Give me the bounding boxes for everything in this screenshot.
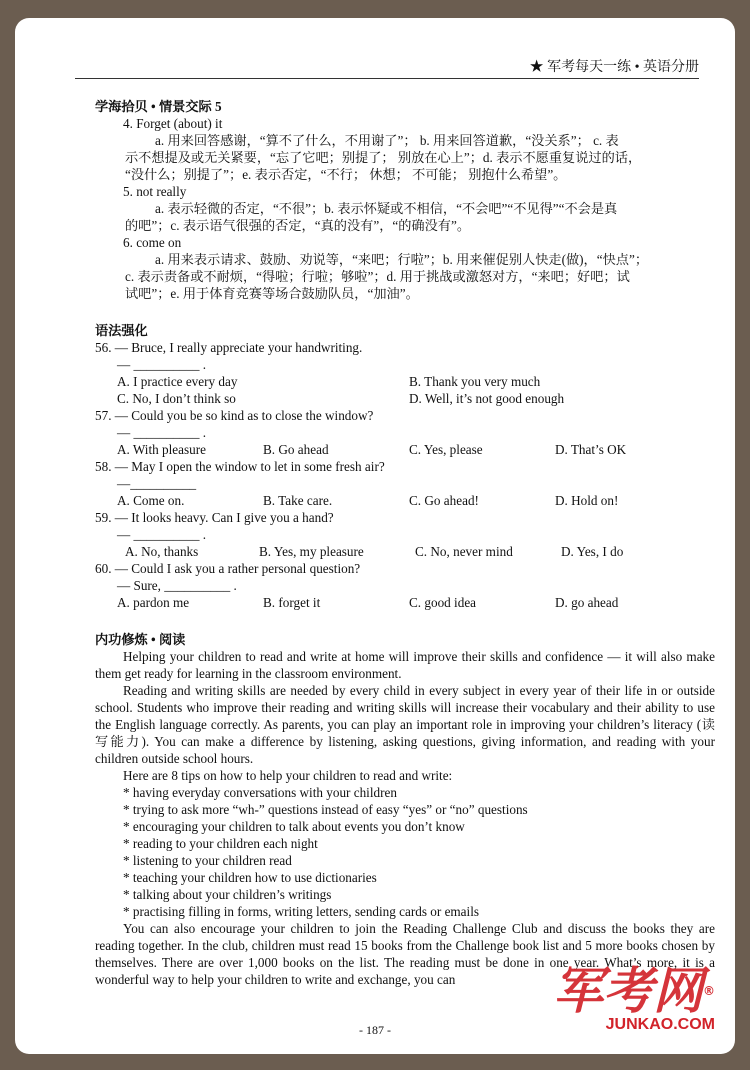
option: A. No, thanks bbox=[125, 544, 199, 559]
tip-item: * trying to ask more “wh-” questions instead of easy “yes” or “no” questions bbox=[123, 802, 528, 817]
book-header: ★ 军考每天一练 • 英语分册 bbox=[529, 60, 699, 75]
section-title-grammar: 语法强化 bbox=[95, 323, 148, 338]
answer-blank: — __________ . bbox=[117, 425, 207, 440]
item-line: 试吧”；e. 用于体育竞赛等场合鼓励队员，“加油”。 bbox=[125, 286, 419, 301]
option: B. Yes, my pleasure bbox=[259, 544, 364, 559]
options-row bbox=[95, 373, 715, 390]
option: D. Hold on! bbox=[555, 493, 619, 508]
tip-item: * talking about your children’s writings bbox=[123, 887, 332, 902]
reading-paragraph: Here are 8 tips on how to help your children to read and write: bbox=[123, 768, 453, 783]
options-row bbox=[95, 390, 715, 407]
item-line: 示不想提及或无关紧要，“忘了它吧；别提了； 别放在心上”；d. 表示不愿重复说过的话， bbox=[125, 150, 642, 165]
item-line: 的吧”；c. 表示语气很强的否定，“真的没有”，“的确没有”。 bbox=[125, 218, 471, 233]
option: D. Yes, I do bbox=[561, 544, 624, 559]
option: C. No, I don’t think so bbox=[117, 391, 236, 406]
options-row bbox=[95, 441, 715, 458]
item-head: 6. come on bbox=[123, 235, 182, 250]
option: A. With pleasure bbox=[117, 442, 206, 457]
section-title-dialogue: 学海拾贝 • 情景交际 5 bbox=[95, 99, 222, 114]
option: B. Take care. bbox=[263, 493, 333, 508]
tip-item: * reading to your children each night bbox=[123, 836, 318, 851]
options-row bbox=[95, 492, 715, 509]
tip-item: * encouraging your children to talk about events you don’t know bbox=[123, 819, 465, 834]
tip-item: * listening to your children read bbox=[123, 853, 292, 868]
option: B. Go ahead bbox=[263, 442, 329, 457]
page-number: - 187 - bbox=[359, 1023, 391, 1037]
item-head: 4. Forget (about) it bbox=[123, 116, 223, 131]
header-divider bbox=[75, 78, 699, 79]
answer-blank: — __________ . bbox=[117, 357, 207, 372]
section-title-reading: 内功修炼 • 阅读 bbox=[95, 632, 186, 647]
watermark-logo: 军考网® bbox=[553, 962, 715, 1020]
document-page bbox=[15, 18, 735, 1054]
option: B. forget it bbox=[263, 595, 321, 610]
junkao-watermark bbox=[553, 962, 715, 1034]
reading-paragraph: Reading and writing skills are needed by every child in every subject in every year of their life in or outside school. Students who improve their reading and writing skills will increase their vocabulary and their ability to use the English language correctly. As parents, you can play an important role in improving your children’s literacy (读写能力). You can make a difference by listening, asking questions, giving information, and reading with your children outside school hours. bbox=[95, 683, 715, 766]
item-line: “没什么；别提了”；e. 表示否定，“不行； 休想； 不可能； 别抱什么希望”。 bbox=[125, 167, 567, 182]
option: C. good idea bbox=[409, 595, 477, 610]
answer-blank: — __________ . bbox=[117, 527, 207, 542]
option: A. pardon me bbox=[117, 595, 190, 610]
option: C. Go ahead! bbox=[409, 493, 479, 508]
question-59: 59. — It looks heavy. Can I give you a hand? bbox=[95, 510, 334, 525]
options-row bbox=[95, 543, 715, 560]
tip-item: * teaching your children how to use dictionaries bbox=[123, 870, 377, 885]
question-57: 57. — Could you be so kind as to close the window? bbox=[95, 408, 374, 423]
answer-blank: — Sure, __________ . bbox=[117, 578, 237, 593]
item-line: c. 表示责备或不耐烦，“得啦；行啦；够啦”；d. 用于挑战或激怒对方，“来吧；好吧；试 bbox=[125, 269, 630, 284]
tip-item: * having everyday conversations with your children bbox=[123, 785, 397, 800]
item-line: a. 用来表示请求、鼓励、劝说等，“来吧；行啦”；b. 用来催促别人快走(做)，“快点”； bbox=[155, 252, 649, 267]
option: D. go ahead bbox=[555, 595, 619, 610]
question-60: 60. — Could I ask you a rather personal question? bbox=[95, 561, 361, 576]
reading-paragraph: Helping your children to read and write at home will improve their skills and confidence — it will also make them get ready for learning in the classroom environment. bbox=[95, 649, 715, 681]
option: C. No, never mind bbox=[415, 544, 513, 559]
option: D. Well, it’s not good enough bbox=[409, 391, 565, 406]
question-56: 56. — Bruce, I really appreciate your handwriting. bbox=[95, 340, 363, 355]
reading-paragraph: You can also encourage your children to join the Reading Challenge Club and discuss the books they are reading together. In the club, children must read 15 books from the Challenge book list and 5 more books chosen by themselves. There are over 1,000 books on the list. The reading must be done in one year. What’s more, it is a wonderful way to help your children to write and exchange, you can bbox=[95, 921, 715, 987]
option: A. Come on. bbox=[117, 493, 185, 508]
answer-blank: —__________ bbox=[117, 476, 197, 491]
question-58: 58. — May I open the window to let in some fresh air? bbox=[95, 459, 385, 474]
tip-item: * practising filling in forms, writing letters, sending cards or emails bbox=[123, 904, 479, 919]
options-row bbox=[95, 594, 715, 611]
option: A. I practice every day bbox=[117, 374, 238, 389]
option: C. Yes, please bbox=[409, 442, 483, 457]
item-head: 5. not really bbox=[123, 184, 187, 199]
item-line: a. 用来回答感谢，“算不了什么，不用谢了”； b. 用来回答道歉，“没关系”； c. 表 bbox=[155, 133, 619, 148]
page-content bbox=[95, 96, 715, 988]
option: D. That’s OK bbox=[555, 442, 627, 457]
item-line: a. 表示轻微的否定，“不很”；b. 表示怀疑或不相信，“不会吧”“不见得”“不会是真 bbox=[155, 201, 618, 216]
option: B. Thank you very much bbox=[409, 374, 541, 389]
watermark-url: JUNKAO.COM bbox=[605, 1016, 715, 1033]
